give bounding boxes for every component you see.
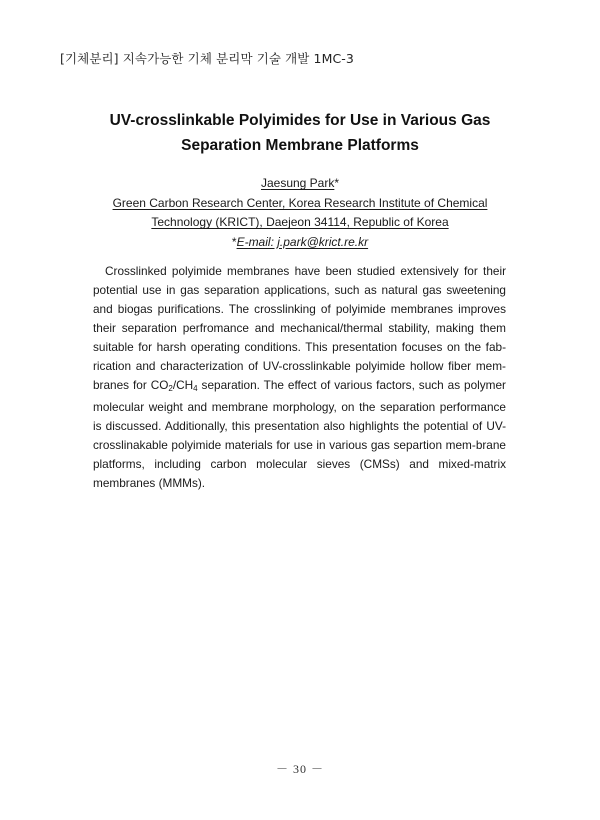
title-line-2: Separation Membrane Platforms (181, 137, 419, 154)
author-name: Jaesung Park (260, 176, 335, 190)
co2-subscript: 2 (168, 384, 173, 393)
paper-title (60, 108, 540, 158)
title-line-1: UV-crosslinkable Polyimides for Use in Various Gas (109, 112, 491, 129)
abstract (93, 262, 506, 493)
abstract-text-1: Crosslinked polyimide membranes have been studied extensively for their potential use in gas separation applications, such as natural gas sweetening and biogas purifications. The crosslinking of polyimide membranes improves their separation perfromance and mechanical/thermal stability, making them suitable for harsh operating conditions. This presentation focuses on the fab-rication and characterization of UV-crosslinkable polyimide hollow fiber mem-branes for CO (93, 264, 506, 392)
abstract-paragraph (93, 262, 506, 493)
author-email: E-mail: j.park@krict.re.kr (236, 234, 369, 249)
author-mark: * (334, 176, 340, 190)
affiliation-line-1: Green Carbon Research Center, Korea Research Institute of Chemical (112, 195, 488, 210)
affiliation-line-2: Technology (KRICT), Daejeon 34114, Republic of Korea (151, 215, 449, 229)
email-mark: * (231, 234, 237, 249)
page-number: － 30 － (275, 762, 324, 776)
ch4-subscript: 4 (193, 384, 198, 393)
abstract-text-2: separation. The effect of various factors, such as polymer molecular weight and membrane morphology, on the separation performance is discussed. Additionally, this presentation also highlights the potential of UV-crosslinakable polyimide materials for use in various gas separtion mem-brane platforms, including carbon molecular sieves (CMSs) and mixed-matrix membranes (MMMs). (93, 378, 506, 490)
author-line (60, 174, 540, 194)
email-line (60, 233, 540, 253)
author-block (60, 174, 540, 252)
abstract-slash: /CH (172, 378, 194, 392)
session-header: [기체분리] 지속가능한 기체 분리막 기술 개발 1MC-3 (60, 51, 354, 66)
